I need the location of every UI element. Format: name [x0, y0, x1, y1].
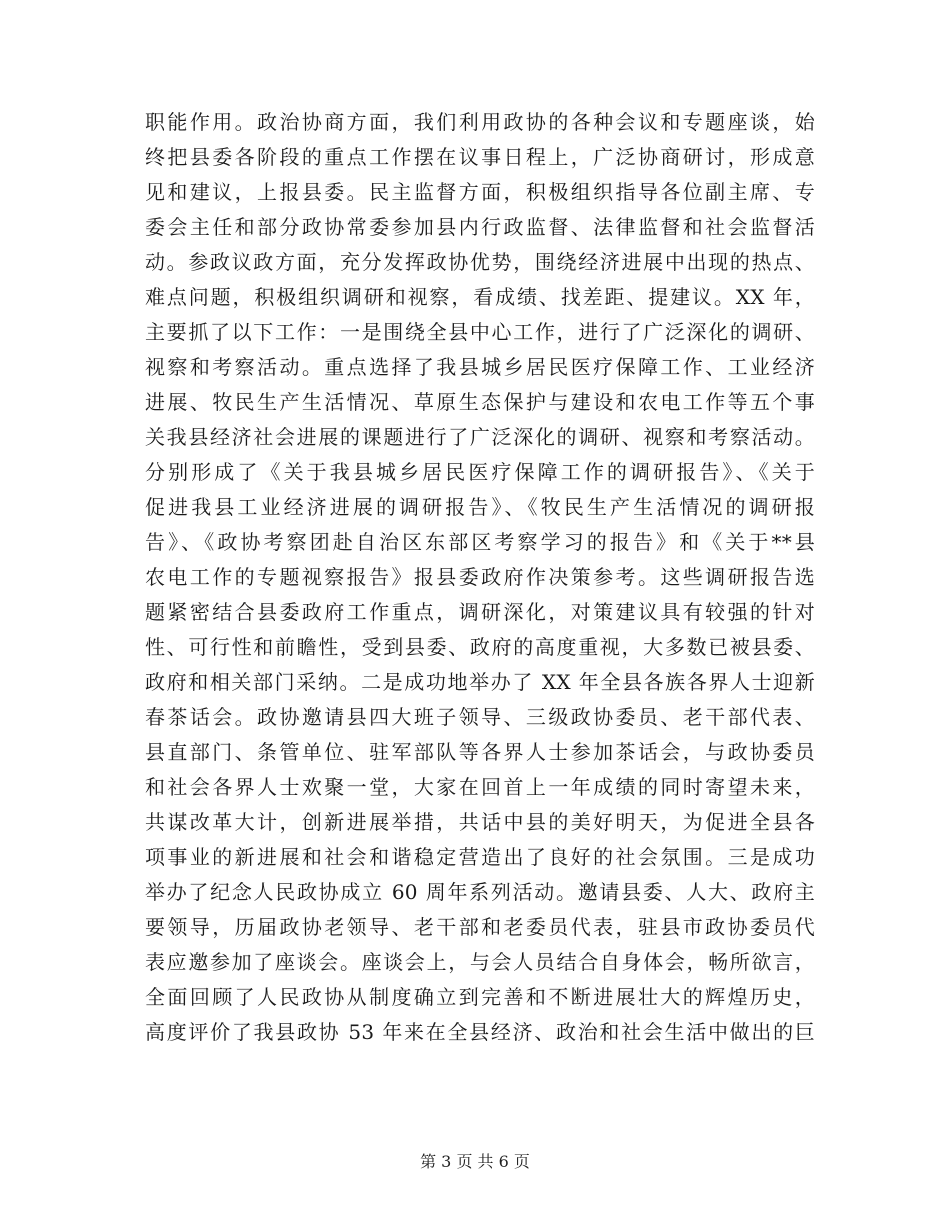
text-line: 要领导，历届政协老领导、老干部和老委员代表，驻县市政协委员代 [145, 915, 815, 939]
text-line: 视察和考察活动。重点选择了我县城乡居民医疗保障工作、工业经济 [145, 355, 815, 379]
text-line: 促进我县工业经济进展的调研报告》、《牧民生产生活情况的调研报 [145, 495, 815, 519]
text-line: 性、可行性和前瞻性，受到县委、政府的高度重视，大多数已被县委、 [145, 635, 815, 659]
text-line: 和社会各界人士欢聚一堂，大家在回首上一年成绩的同时寄望未来， [145, 775, 815, 799]
text-line: 春茶话会。政协邀请县四大班子领导、三级政协委员、老干部代表、 [145, 705, 815, 729]
text-line: 高度评价了我县政协 53 年来在全县经济、政治和社会生活中做出的巨 [145, 1020, 815, 1044]
text-line: 动。参政议政方面，充分发挥政协优势，围绕经济进展中出现的热点、 [145, 250, 815, 274]
text-line: 表应邀参加了座谈会。座谈会上，与会人员结合自身体会，畅所欲言， [145, 950, 815, 974]
text-line: 政府和相关部门采纳。二是成功地举办了 XX 年全县各族各界人士迎新 [145, 670, 815, 694]
text-line: 终把县委各阶段的重点工作摆在议事日程上，广泛协商研讨，形成意 [145, 145, 815, 169]
text-line: 县直部门、条管单位、驻军部队等各界人士参加茶话会，与政协委员 [145, 740, 815, 764]
text-line: 全面回顾了人民政协从制度确立到完善和不断进展壮大的辉煌历史， [145, 985, 815, 1009]
text-line: 见和建议，上报县委。民主监督方面，积极组织指导各位副主席、专 [145, 180, 815, 204]
text-line: 告》、《政协考察团赴自治区东部区考察学习的报告》和《关于**县 [145, 530, 815, 554]
text-line: 项事业的新进展和社会和谐稳定营造出了良好的社会氛围。三是成功 [145, 845, 815, 869]
text-line: 职能作用。政治协商方面，我们利用政协的各种会议和专题座谈，始 [145, 110, 815, 134]
text-line: 举办了纪念人民政协成立 60 周年系列活动。邀请县委、人大、政府主 [145, 880, 815, 904]
body-paragraph [145, 105, 815, 1050]
text-line: 委会主任和部分政协常委参加县内行政监督、法律监督和社会监督活 [145, 215, 815, 239]
text-line: 难点问题，积极组织调研和视察，看成绩、找差距、提建议。XX 年， [145, 285, 815, 309]
text-line: 关我县经济社会进展的课题进行了广泛深化的调研、视察和考察活动。 [145, 425, 815, 449]
text-line: 共谋改革大计，创新进展举措，共话中县的美好明天，为促进全县各 [145, 810, 815, 834]
text-line: 题紧密结合县委政府工作重点，调研深化，对策建议具有较强的针对 [145, 600, 815, 624]
text-line: 分别形成了《关于我县城乡居民医疗保障工作的调研报告》、《关于 [145, 460, 815, 484]
text-line: 进展、牧民生产生活情况、草原生态保护与建设和农电工作等五个事 [145, 390, 815, 414]
text-line: 农电工作的专题视察报告》报县委政府作决策参考。这些调研报告选 [145, 565, 815, 589]
page-number-footer: 第 3 页 共 6 页 [420, 1152, 530, 1171]
text-line: 主要抓了以下工作：一是围绕全县中心工作，进行了广泛深化的调研、 [145, 320, 815, 344]
